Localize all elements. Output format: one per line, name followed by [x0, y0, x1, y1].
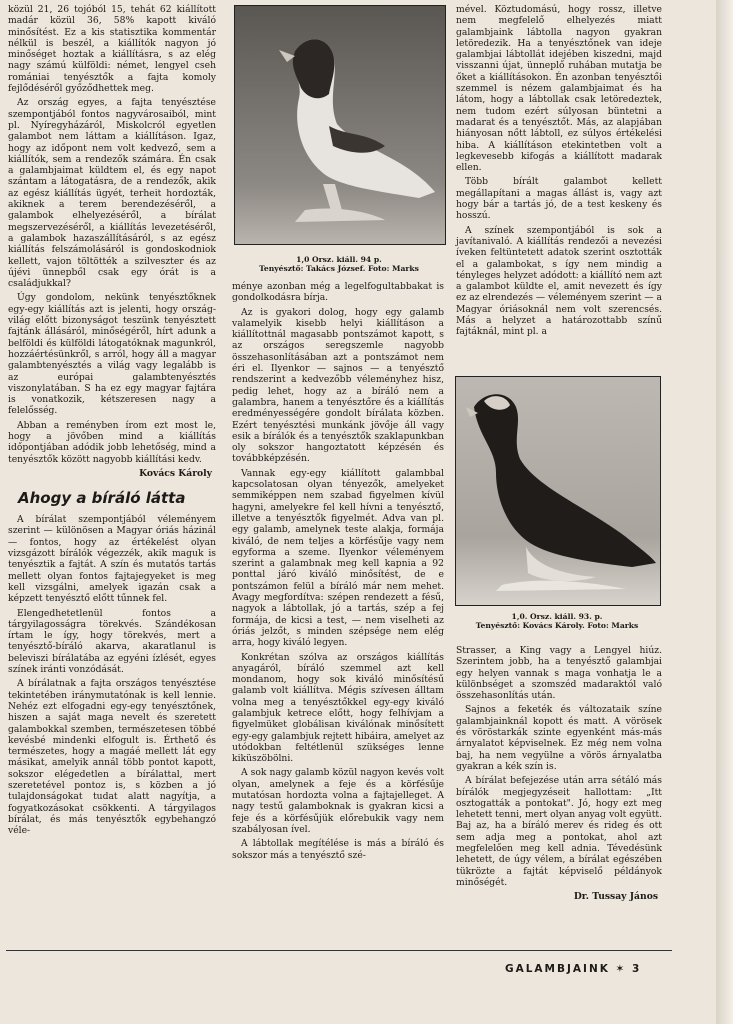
caption-line: 1,0. Orsz. kiáll. 93. p.	[511, 612, 603, 621]
caption-line: Tenyésztő: Kovács Károly. Foto: Marks	[475, 621, 639, 630]
page-edge	[716, 0, 733, 1024]
paragraph: A bírálat szempontjából véleményem szerint — különösen a Magyar óriás házinál — fontos, hogy az értékelést olyan vizsgázott bírálók végezzék, akik maguk is tenyésztik a fajtát. A szín és mutatós tartás mellett olyan fontos fajtajegyeket is meg kell vizsgálni, amelyek igazán csak a képzett tenyésztő előtt tűnnek fel.	[8, 514, 216, 605]
pigeon-photo-2	[455, 376, 661, 606]
caption-line: 1,0 Orsz. kiáll. 94 p.	[296, 255, 382, 264]
paragraph: ménye azonban még a legelfogultabbakat is gondolkodásra bírja.	[232, 281, 444, 304]
paragraph: Az ország egyes, a fajta tenyésztése szempontjából fontos nagyvárosaiból, mint pl. Nyíregyházáról, Miskolcról egyetlen galambot nem láttam a kiállításon. Igaz, hogy az időpont nem volt kedvező, sem a kiállítók, sem a rendezők számára. Én csak a galambjaimat küldtem el, és egy napot szántam a látogatásra, de a rendezők, akik az egész kiállítás ügyét, terheit hordozták, akiknek a terem berendezéséről, a galambok elhelyezéséről, a bírálat megszervezéséről, a kiállítás levezetéséről, a galambok hazaszállításáról, s az egész kiállítás felszámolásáról is gondoskodniok kellett, vajon töltötték a szilveszter és az újévi ünnepből csak egy órát is a családjukkal?	[8, 97, 216, 290]
page-footer: GALAMBJAINK ✶ 3	[505, 963, 642, 975]
paragraph: Több bírált galambot kellett megállapítani a magas állást is, vagy azt hogy bár a tartás jó, de a test keskeny és hosszú.	[456, 176, 662, 222]
paragraph: A sok nagy galamb közül nagyon kevés volt olyan, amelynek a feje és a körfésűje mutatósan hordozta volna a fajtajelleget. A nagy testű galamboknak is gyakran kicsi a feje és a körfésűjük előrebukik vagy nem szabályosan ível.	[232, 767, 444, 835]
paragraph: A lábtollak megítélése is más a bíráló és sokszor más a tenyésztő szé-	[232, 838, 444, 861]
paragraph: A színek szempontjából is sok a javítanivaló. A kiállítás rendezői a nevezési íveken feltüntetett adatok szerint osztották el a galambokat, s így nem mindig a tényleges helyzet adódott: a kiállító nem azt a galambot küldte el, amit nevezett és így ez az elrendezés — véleményem szerint — a Magyar óriásoknál nem volt szerencsés. Más a helyzet a határozottabb színű fajtáknál, mint pl. a	[456, 224, 662, 338]
paragraph: Elengedhetetlenül fontos a tárgyilagosságra törekvés. Szándékosan írtam le így, hogy törekvés, mert a tenyésztő-bíráló akarva, akaratlanul is beleviszi bírálatába az egyéni ízlését, egyes színek iránti vonzódását.	[8, 607, 216, 676]
author-signature: Dr. Tussay János	[573, 891, 658, 903]
paragraph: Abban a reményben írom ezt most le, hogy a jövőben mind a kiállítás időpontjában adódik jobb lehetőség, mind a tenyésztők között nagyobb kiállítási kedv.	[8, 419, 216, 465]
paragraph: A bírálat befejezése után arra sétáló más bírálók megjegyzéseit hallottam: „Itt osztogatták a pontokat". Jó, hogy ezt meg lehetett tenni, mert olyan anyag volt együtt. Baj az, ha a bíráló merev és rideg és ott sem adja meg a pontokat, ahol azt megfelelően meg kell adnia. Tévedésünk lehetett, de úgy vélem, a bírálat egészében tükrözte a fajtát képviselő példányok minőségét.	[456, 775, 662, 888]
pigeon-photo-1	[234, 5, 446, 245]
pigeon-image	[235, 6, 445, 244]
column-middle	[232, 281, 444, 864]
article-heading: Ahogy a bíráló látta	[18, 489, 186, 508]
paragraph: Vannak egy-egy kiállított galambbal kapcsolatosan olyan tényezők, amelyeket semmiképpen nem szabad figyelmen kívül hagyni, amelyekre fel kell hívni a tenyésztő, illetve a tenyésztők figyelmét. Adva van pl. egy galamb, amelynek teste alakja, formája kiváló, de nem teljes a körfésűje vagy nem egyforma a szeme. Ilyenkor véleményem szerint a galambnak meg kell kapnia a 92 ponttal járó kiváló minősítést, de e pontszámon felül a bíráló már nem mehet. Avagy megfordítva: szépen rendezett a fésű, nagyok a lábtollak, jó a tartás, szép a fej formája, de kicsi a test, — nem viselheti az óriás jelzőt, s minden szépsége nem elég arra, hogy kiváló legyen.	[232, 467, 444, 649]
paragraph: közül 21, 26 tojóból 15, tehát 62 kiállított madár közül 36, 58% kapott kiváló minősítést. Ez a kis statisztika kommentár nélkül is beszél, a kiállítók nagyon jó minőséget hoztak a kiállításra, s az elég nagy számú külföldi: német, lengyel cseh romániai tenyésztők a fajta komoly fejlődéséről győződhettek meg.	[8, 4, 216, 95]
paragraph: Az is gyakori dolog, hogy egy galamb valamelyik kisebb helyi kiállításon a kiállítottnál magasabb pontszámot kapott, s az országos seregszemle nagyobb összehasonlításában azt a pontszámot nem éri el. Ilyenkor — sajnos — a tenyésztő rendszerint a kedvezőbb véleményhez hisz, pedig lehet, hogy az a bíráló nem a galambra, hanem a tenyésztőre és a kiállítás eredményességére gondolt bírálata közben. Ezért tenyésztési munkánk jövője áll vagy esik a bírálók és a tenyésztők szaklapunkban oly sokszor hangoztatott képzésén és továbbképzésén.	[232, 306, 444, 465]
footer-rule	[6, 950, 672, 951]
author-signature: Kovács Károly	[139, 467, 212, 479]
paragraph: Konkrétan szólva az országos kiállítás anyagáról, bíráló szemmel azt kell mondanom, hogy sok kiváló minősítésű galamb volt kiállítva. Mégis szívesen álltam volna meg a tenyésztőkkel egy-egy kiváló galambjuk ketrece előtt, hogy felhívjam a figyelmüket globálisan kiválónak minősített egy-egy galambjuk rejtett hibáira, amelyet az utódokban feltétlenül szükséges lenne kiküszöbölni.	[232, 651, 444, 765]
paragraph: Úgy gondolom, nekünk tenyésztőknek egy-egy kiállítás azt is jelenti, hogy ország-világ előtt bizonyságot teszünk tenyésztett fajtánk állásáról, minőségéről, hírt adunk a belföldi és külföldi látogatóknak magunkról, hozzáértésünkről, s arról, hogy áll a magyar galambtenyésztés a világ vagy legalább is az európai galambtenyésztés viszonylatában. S ha ez egy magyar fajtára is vonatkozik, kétszeresen nagy a felelősség.	[8, 292, 216, 417]
column-left	[8, 4, 216, 839]
column-right-top	[456, 4, 662, 341]
paragraph: A bírálatnak a fajta országos tenyésztése tekintetében iránymutatónak is kell lennie. Nehéz ezt elfogadni egy-egy tenyésztőnek, hiszen a saját maga nevelt és szeretett galambokkal szemben, természetesen többé kevésbé mindenki elfogult is. Érthető és természetes, hogy a magáé mellett lát egy másikat, amelyik annál több pontot kapott, sokszor elégedetlen a bírálattal, mert szeretetével pontoz is, s közben a jó tulajdonságokat tudat alatt nagyítja, a fogyatkozásokat csökkenti. A tárgyilagos bírálat, és más tenyésztők egybehangzó véle-	[8, 678, 216, 837]
photo-caption-2	[455, 612, 659, 630]
paragraph: Sajnos a feketék és változataik színe galambjainknál kopott és matt. A vörösek és vöröstarkák szinte egyenként más-más árnyalatot képviselnek. Ez még nem volna baj, ha nem vegyülne a vörös árnyalatba gyakran a kék szín is.	[456, 704, 662, 772]
column-right-bottom	[456, 645, 662, 913]
paragraph: mével. Köztudomású, hogy rossz, illetve nem megfelelő elhelyezés miatt galambjaink lábtolla nagyon gyakran letöredezik. Ha a tenyésztőnek van ideje galambjai lábtollát idejében kiszedni, majd visszanni újat, ünneplő ruhában mutatja be őket a kiállításokon. Én azonban tenyésztői szemmel is nézem galambjaimat és ha látom, hogy a lábtollak csak letöredeztek, nem tudom ezért súlyosan büntetni a madarat és a tenyésztőt. Más, az alapjában hiányosan nőtt lábtoll, ez súlyos értékelési hiba. A kiállításon etekintetben volt a legkevesebb kifogás a kiállított madarak ellen.	[456, 4, 662, 174]
paragraph: Strasser, a King vagy a Lengyel hiúz. Szerintem jobb, ha a tenyésztő galambjai egy helyen vannak s maga vonhatja le a különbséget a szomszéd madaraktól való összehasonlítás után.	[456, 645, 662, 702]
pigeon-image	[456, 377, 660, 605]
photo-caption-1	[234, 255, 444, 273]
caption-line: Tenyésztő: Takács József. Foto: Marks	[259, 264, 419, 273]
